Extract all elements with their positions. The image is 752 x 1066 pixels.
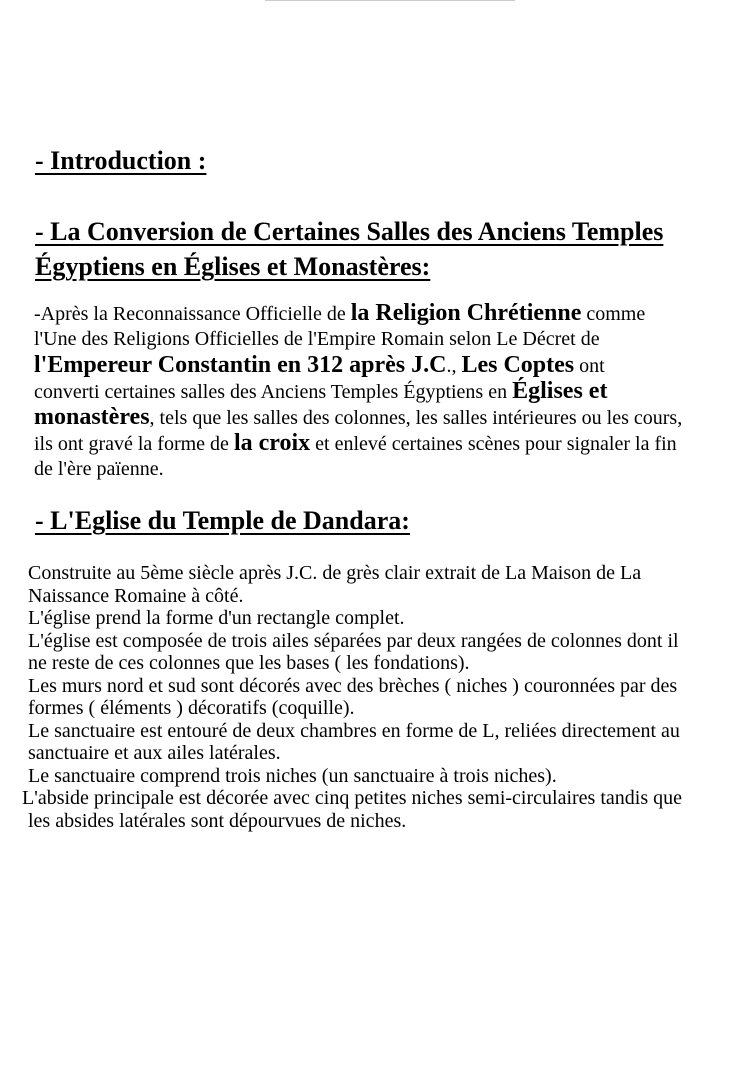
text-line: L'église prend la forme d'un rectangle complet. — [28, 607, 405, 629]
text-run: ils ont gravé la forme de — [34, 433, 234, 455]
text-run: -Après la Reconnaissance Officielle de — [34, 303, 351, 325]
heading-eglise-dandara — [35, 506, 410, 536]
text-line — [34, 430, 682, 456]
bold-run: l'Empereur Constantin en 312 après J.C — [34, 352, 447, 378]
bold-run: Églises et — [512, 378, 608, 404]
text-run: ont — [574, 355, 605, 377]
text-line: Construite au 5ème siècle après J.C. de grès clair extrait de La Maison de La — [28, 562, 642, 584]
text-line: L'église est composée de trois ailes séparées par deux rangées de colonnes dont il — [28, 629, 679, 652]
text-run: ., — [446, 355, 462, 377]
bold-run: monastères — [34, 404, 150, 430]
text-line: Naissance Romaine à côté. — [28, 584, 244, 607]
text-run: l'Une des Religions Officielles de l'Empire Romain selon Le Décret de — [34, 328, 600, 350]
text-line: ne reste de ces colonnes que les bases ( les fondations). — [28, 652, 470, 674]
text-line — [34, 456, 682, 482]
text-line — [34, 378, 682, 404]
paragraph-eglise-description — [22, 562, 682, 832]
heading-conversion-line2: Égyptiens en Églises et Monastères: — [35, 252, 431, 281]
text-line: Le sanctuaire est entouré de deux chambres en forme de L, reliées directement au — [28, 719, 680, 742]
text-run: comme — [581, 303, 646, 325]
text-line — [34, 326, 682, 352]
text-line — [34, 352, 682, 378]
bold-run: la croix — [233, 430, 311, 456]
text-run: converti certaines salles des Anciens Temples Égyptiens en — [34, 381, 513, 403]
text-line: Les murs nord et sud sont décorés avec des brèches ( niches ) couronnées par des — [28, 674, 678, 697]
text-run: et enlevé certaines scènes pour signaler la fin — [310, 433, 677, 455]
paragraph-conversion — [34, 300, 682, 482]
heading-eglise-dandara-text: - L'Eglise du Temple de Dandara: — [35, 506, 410, 535]
heading-conversion-line1: - La Conversion de Certaines Salles des Anciens Temples — [35, 217, 664, 246]
text-line — [34, 300, 682, 326]
heading-introduction — [35, 146, 206, 176]
bold-run: la Religion Chrétienne — [350, 300, 582, 326]
heading-conversion-temples — [35, 214, 663, 284]
text-line: Le sanctuaire comprend trois niches (un sanctuaire à trois niches). — [28, 764, 557, 787]
heading-introduction-text: - Introduction : — [35, 146, 207, 175]
text-line: les absides latérales sont dépourvues de niches. — [28, 809, 407, 832]
text-run: de l'ère païenne. — [34, 458, 164, 480]
top-edge-artifact-line — [265, 0, 515, 1]
text-line — [34, 404, 682, 430]
text-line: L'abside principale est décorée avec cinq petites niches semi-circulaires tandis que — [22, 787, 682, 809]
bold-run: Les Coptes — [461, 352, 575, 378]
text-line: formes ( éléments ) décoratifs (coquille). — [28, 697, 355, 719]
text-run: , tels que les salles des colonnes, les salles intérieures ou les cours, — [149, 407, 683, 429]
text-line: sanctuaire et aux ailes latérales. — [28, 742, 281, 764]
